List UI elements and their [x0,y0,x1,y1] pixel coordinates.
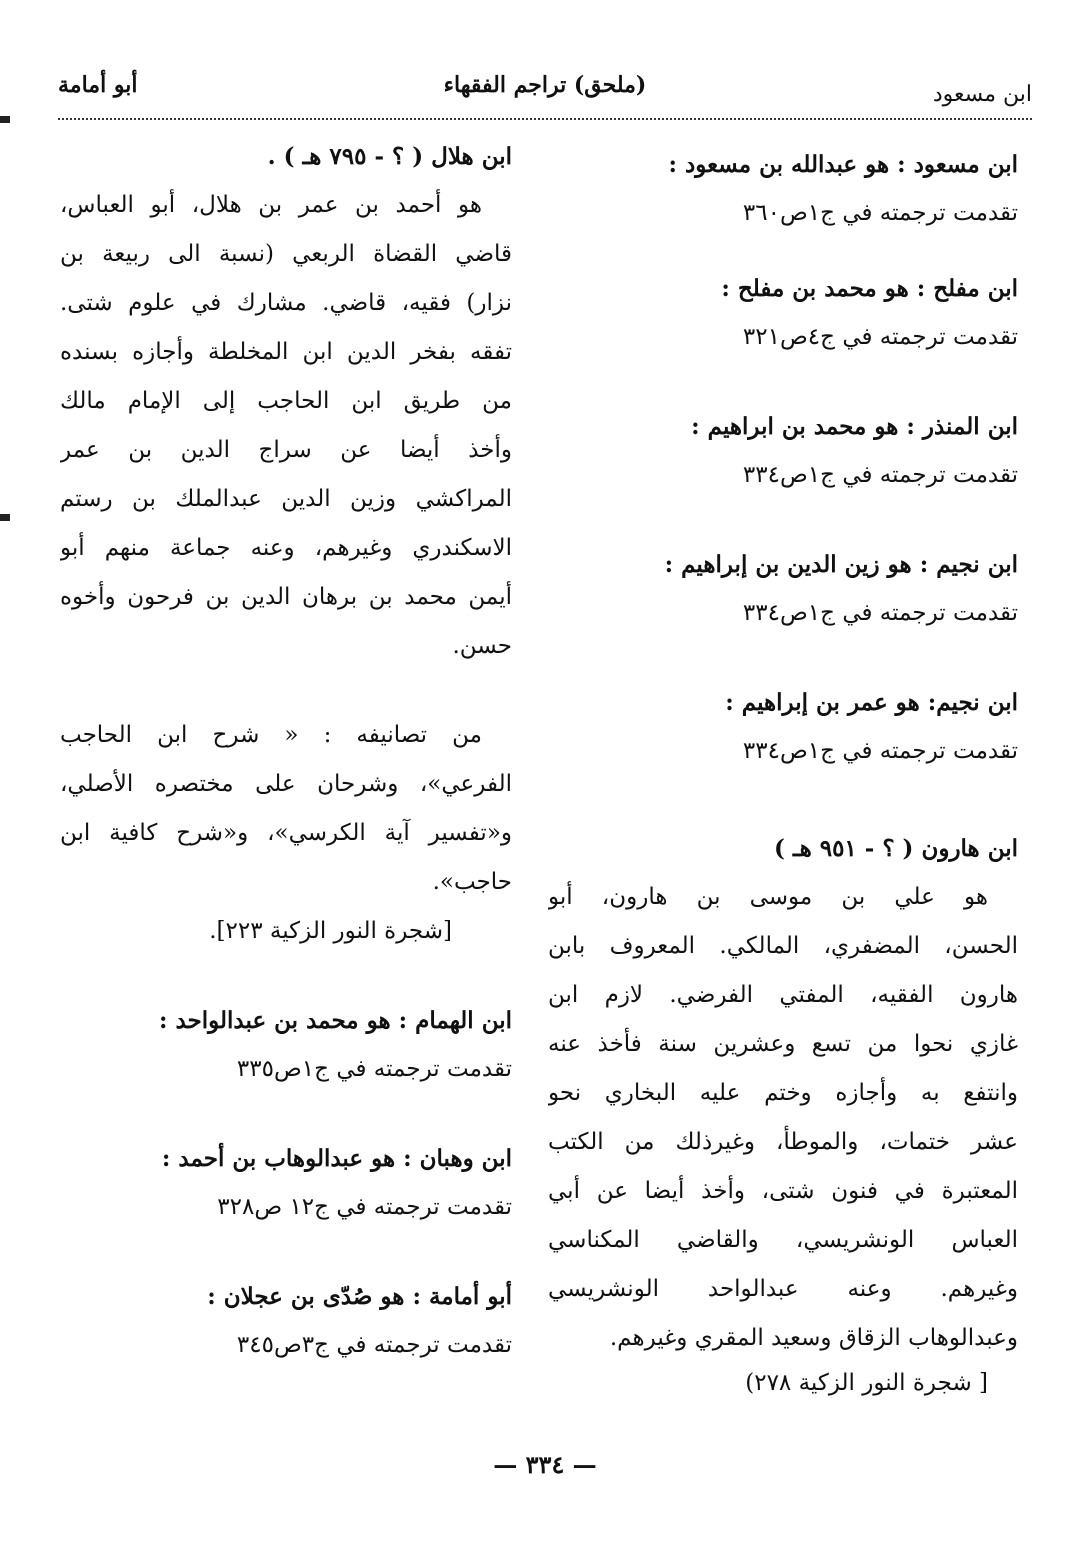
ibn-hilal-line: الاسكندري وغيرهم، وعنه جماعة منهم أبو [60,535,512,561]
ibn-harun-heading: ابن هارون ( ؟ - ٩٥١ هـ ) [773,835,1018,862]
entry-reference: تقدمت ترجمته في ج١ص٣٣٤ [742,738,1018,764]
ibn-harun-line: الحسن، المضفري، المالكي. المعروف بابن [548,933,1018,959]
entry-heading: ابن نجيم : هو زين الدين بن إبراهيم : [664,551,1018,578]
entry-heading: ابن مسعود : هو عبدالله بن مسعود : [668,151,1018,178]
right-column [548,140,1018,1403]
scan-edge-mark [0,514,10,521]
ibn-harun-line: العباس الونشريسي، والقاضي المكناسي [548,1227,1018,1253]
entry-heading: ابن مفلح : هو محمد بن مفلح : [721,275,1018,302]
ibn-harun-line: هارون الفقيه، المفتي الفرضي. لازم ابن [548,982,1018,1008]
entry-reference: تقدمت ترجمته في ج١٢ ص٣٢٨ [217,1194,512,1220]
header-divider [58,118,1032,120]
page-number: — ٣٣٤ — [493,1450,597,1479]
entry-reference: تقدمت ترجمته في ج١ص٣٣٥ [236,1056,512,1082]
entry-reference: تقدمت ترجمته في ج٣ص٣٤٥ [236,1332,512,1358]
ibn-hilal-line: حسن. [452,633,512,659]
ibn-hilal-line: نزار) فقيه، قاضي. مشارك في علوم شتى. [60,290,512,316]
ibn-hilal-line: أيمن محمد بن برهان الدين بن فرحون وأخوه [60,584,512,610]
ibn-hilal-line: من طريق ابن الحاجب إلى الإمام مالك [60,388,512,414]
ibn-harun-line: عشر ختمات، والموطأ، وغيرذلك من الكتب [548,1129,1018,1155]
running-head-center: (ملحق) تراجم الفقهاء [443,72,647,98]
left-column [60,132,512,1370]
entry-reference: تقدمت ترجمته في ج٤ص٣٢١ [742,324,1018,350]
ibn-hilal-works-line: من تصانيفه : « شرح ابن الحاجب [60,722,482,748]
ibn-hilal-line: تفقه بفخر الدين ابن المخلطة وأجازه بسنده [60,339,512,365]
ibn-hilal-works-line: و«تفسير آية الكرسي»، و«شرح كافية ابن [60,820,512,846]
entry-heading: ابن وهبان : هو عبدالوهاب بن أحمد : [161,1145,512,1172]
entry-heading: ابن نجيم: هو عمر بن إبراهيم : [725,689,1018,716]
ibn-hilal-line: وأخذ أيضا عن سراج الدين بن عمر [60,437,512,463]
ibn-hilal-works-line: الفرعي»، وشرحان على مختصره الأصلي، [60,771,512,797]
entry-reference: تقدمت ترجمته في ج١ص٣٣٤ [742,462,1018,488]
scan-edge-mark [0,116,10,123]
ibn-hilal-line: المراكشي وزين الدين عبدالملك بن رستم [60,486,512,512]
entry-reference: تقدمت ترجمته في ج١ص٣٦٠ [742,200,1018,226]
entry-heading: أبو أمامة : هو صُدّى بن عجلان : [207,1283,512,1310]
ibn-harun-line: وغيرهم. وعنه عبدالواحد الونشريسي [548,1276,1018,1302]
ibn-harun-source: [ شجرة النور الزكية ٢٧٨) [745,1370,988,1396]
ibn-hilal-line: هو أحمد بن عمر بن هلال، أبو العباس، [60,192,482,218]
running-head-left: أبو أمامة [58,72,138,98]
ibn-harun-line: المعتبرة في فنون شتى، وأخذ أيضا عن أبي [548,1178,1018,1204]
ibn-harun-line: غازي نحوا من تسع وعشرين سنة فأخذ عنه [548,1031,1018,1057]
entry-heading: ابن الهمام : هو محمد بن عبدالواحد : [158,1007,512,1034]
running-head-right: ابن مسعود [932,82,1032,107]
ibn-hilal-heading: ابن هلال ( ؟ - ٧٩٥ هـ ) . [267,143,512,170]
ibn-harun-line: هو علي بن موسى بن هارون، أبو [548,884,988,910]
entry-reference: تقدمت ترجمته في ج١ص٣٣٤ [742,600,1018,626]
ibn-harun-line: وعبدالوهاب الزقاق وسعيد المقري وغيرهم. [609,1325,1018,1351]
entry-heading: ابن المنذر : هو محمد بن ابراهيم : [691,413,1018,440]
ibn-hilal-works-line: حاجب». [432,869,512,895]
ibn-hilal-source: [شجرة النور الزكية ٢٢٣]. [209,918,452,944]
ibn-hilal-line: قاضي القضاة الربعي (نسبة الى ربيعة بن [60,241,512,267]
running-head [58,72,1032,108]
ibn-harun-line: وانتفع به وأجازه وختم عليه البخاري نحو [548,1080,1018,1106]
